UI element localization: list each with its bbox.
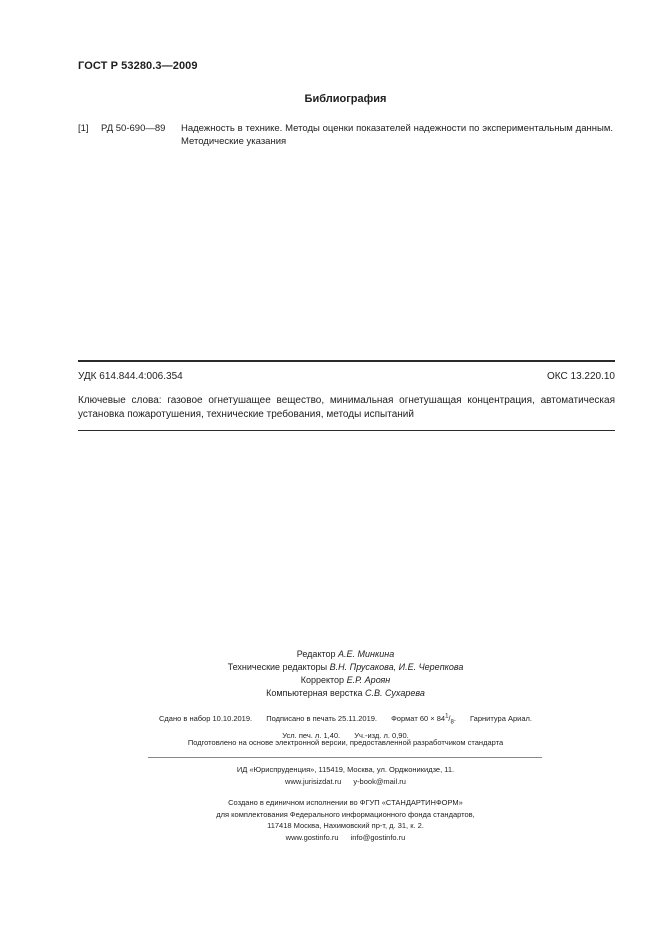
corrector-line: Корректор Е.Р. Ароян [300, 675, 391, 685]
document-id: ГОСТ Р 53280.3—2009 [78, 60, 198, 72]
publisher-address: ИД «Юриспруденция», 115419, Москва, ул. Орджоникидзе, 11. [236, 765, 455, 774]
publisher-site[interactable]: www.jurisizdat.ru [285, 777, 342, 786]
credits-block [0, 648, 661, 700]
tech-editors-line: Технические редакторы В.Н. Прусакова, И.Е. Черепкова [227, 662, 464, 672]
producer-email[interactable]: info@gostinfo.ru [350, 832, 406, 842]
sent-date: Сдано в набор 10.10.2019. [159, 713, 253, 723]
editor-name: А.Е. Минкина [338, 649, 395, 659]
layout-name: С.В. Сухарева [365, 688, 425, 698]
divider-top [78, 360, 615, 362]
entry-code: РД 50-690—89 [101, 123, 166, 134]
publisher-email[interactable]: y-book@mail.ru [353, 777, 406, 786]
corrector-name: Е.Р. Ароян [346, 675, 391, 685]
divider-publisher [148, 757, 542, 758]
udk-code: УДК 614.844.4:006.354 [78, 371, 183, 382]
entry-text: Надежность в технике. Методы оценки показателей надежности по экспериментальным данным. Методические указания [181, 123, 613, 147]
producer-address: 117418 Москва, Нахимовский пр-т, д. 31, к. 2. [267, 821, 424, 830]
print-sheets: Усл. печ. л. 1,40. [282, 731, 341, 740]
prepared-note: Подготовлено на основе электронной версии, предоставленной разработчиком стандарта [187, 738, 504, 747]
layout-line: Компьютерная верстка С.В. Сухарева [266, 688, 425, 698]
entry-number: [1] [78, 123, 89, 134]
producer-block [0, 797, 661, 843]
producer-line-2: для комплектования Федерального информационного фонда стандартов, [216, 809, 475, 819]
bibliography-title: Библиография [304, 93, 387, 105]
print-info-row-1 [30, 710, 661, 729]
pub-sheets: Уч.-изд. л. 0,90. [354, 731, 409, 740]
divider-bottom [78, 430, 615, 431]
producer-site[interactable]: www.gostinfo.ru [285, 832, 339, 842]
publisher-contacts [30, 776, 661, 788]
keywords: Ключевые слова: газовое огнетушащее вещество, минимальная огнетушащая концентрация, автоматическая установка пожаротушения, технические требования, методы испытаний [78, 395, 615, 420]
editor-line: Редактор А.Е. Минкина [296, 649, 395, 659]
tech-editors-names: В.Н. Прусакова, И.Е. Черепкова [329, 662, 464, 672]
producer-line-1: Создано в единичном исполнении во ФГУП «СТАНДАРТИНФОРМ» [228, 798, 463, 807]
publisher-block [0, 764, 661, 788]
signed-date: Подписано в печать 25.11.2019. [266, 713, 378, 723]
typeface: Гарнитура Ариал. [470, 713, 532, 723]
oks-code: ОКС 13.220.10 [547, 371, 615, 382]
producer-contacts [30, 832, 661, 844]
paper-format: Формат $60 \times 84^1/_8$. [391, 713, 456, 725]
